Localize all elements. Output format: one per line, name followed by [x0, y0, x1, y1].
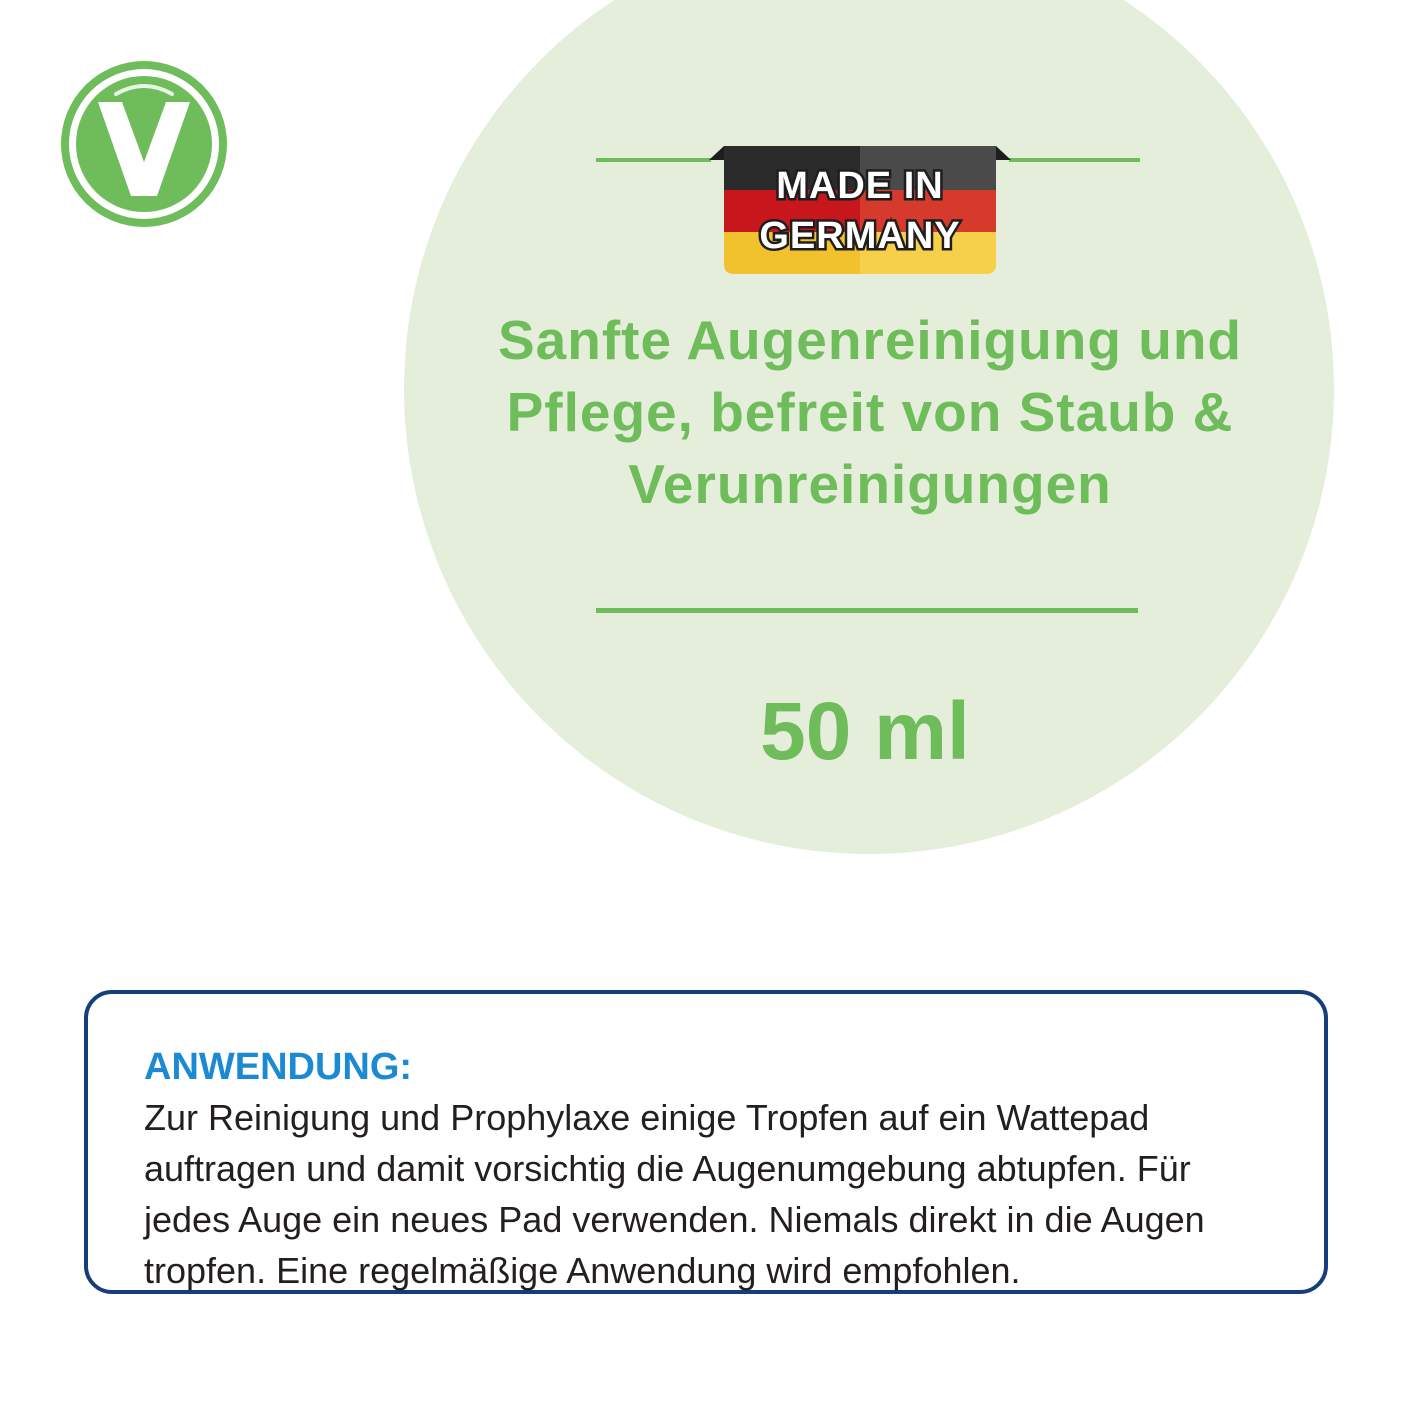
usage-heading: ANWENDUNG: — [144, 1046, 413, 1088]
headline-line: Pflege, befreit von Staub & — [506, 381, 1234, 443]
germany-label: GERMANY — [759, 215, 961, 257]
usage-text: Zur Reinigung und Prophylaxe einige Tropfen auf ein Wattepad auftragen und damit vorsichtig die Augenumgebung abtupfen. Für jedes Auge ein neues Pad verwenden. Niemals direkt in die Augen tropfen. Eine regelmäßige Anwendung wird empfohlen. — [144, 1097, 1205, 1291]
product-headline — [470, 304, 1270, 520]
product-volume: 50 ml — [760, 686, 970, 777]
headline-line: Sanfte Augenreinigung und — [497, 309, 1243, 371]
made-in-label: MADE IN — [776, 165, 944, 207]
headline-line: Verunreinigungen — [628, 453, 1112, 515]
made-in-germany-badge — [596, 138, 1140, 278]
divider-line — [596, 608, 1138, 613]
vegan-letter: V — [144, 58, 145, 59]
usage-box — [84, 990, 1328, 1294]
vegan-v-icon — [58, 58, 230, 230]
